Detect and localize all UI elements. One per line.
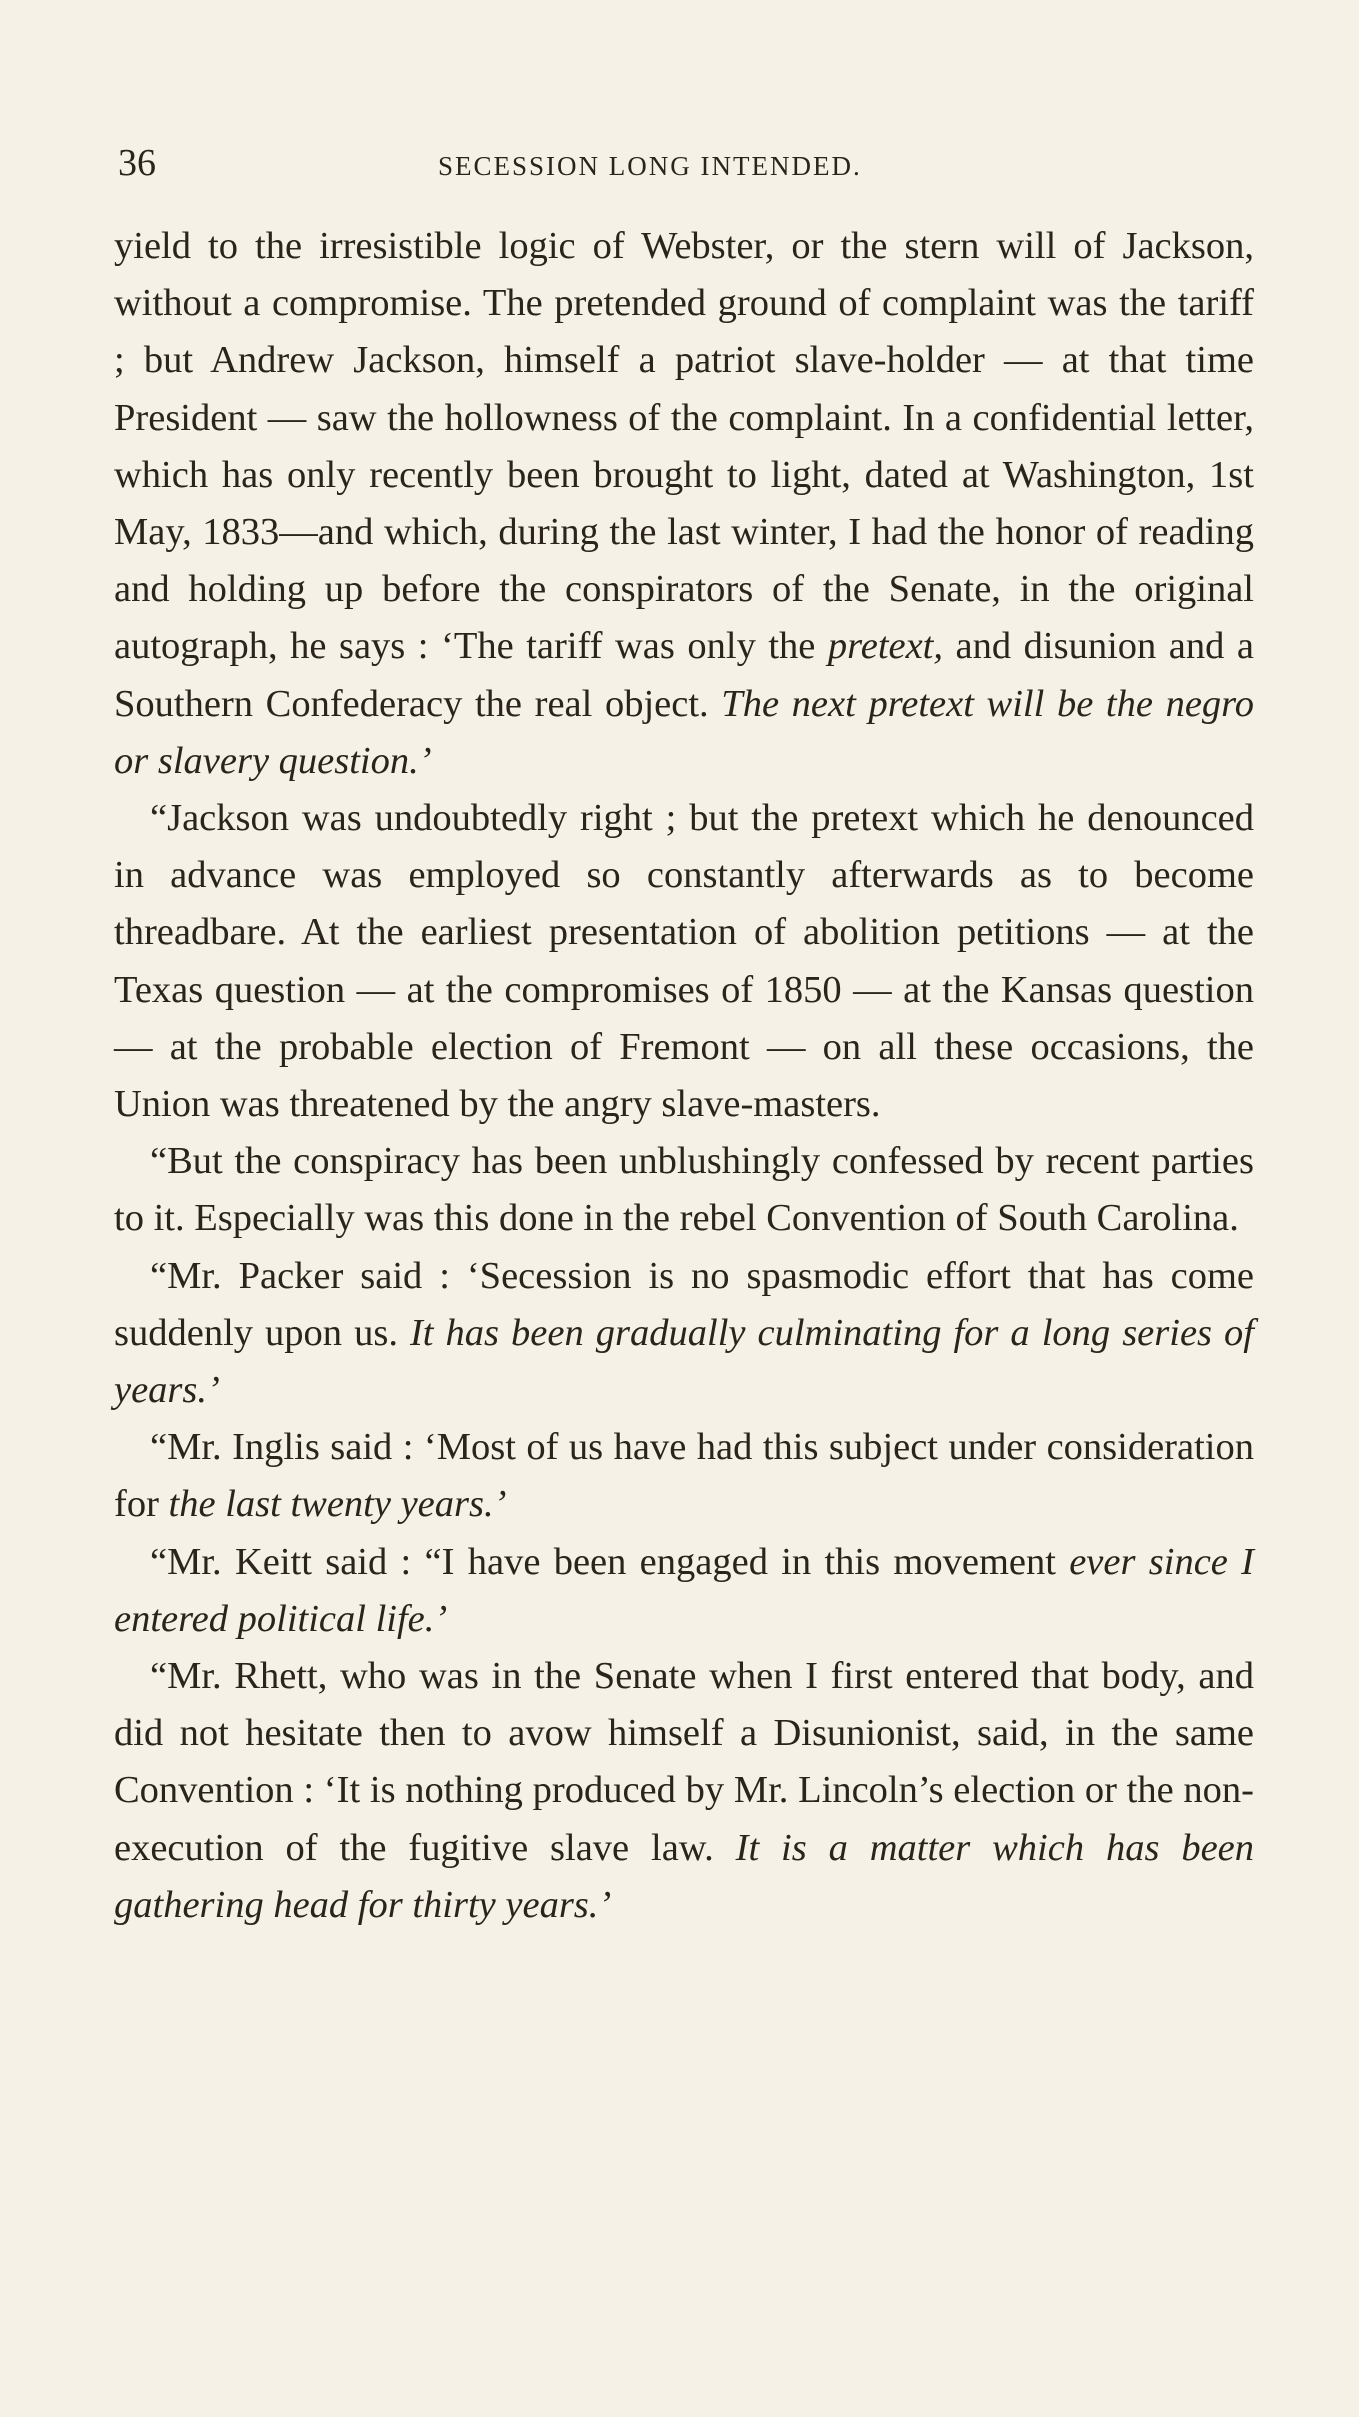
page-header [118, 138, 1248, 198]
paragraph-packer [114, 1248, 1254, 1420]
italic-text: the last twenty years.’ [168, 1483, 507, 1526]
text-segment: “Mr. Keitt said : “I have been engaged in this movement [150, 1540, 1070, 1583]
italic-text: ever since I entered political life.’ [114, 1540, 1254, 1640]
running-title: SECESSION LONG INTENDED. [438, 151, 862, 181]
text-segment: and disunion and a Southern Confederacy the real object. [114, 625, 1255, 725]
body-text [114, 218, 1254, 1934]
paragraph-jackson-letter [114, 218, 1254, 790]
italic-text: It is a matter which has been gathering head for thirty years.’ [114, 1826, 1254, 1926]
paragraph-conspiracy: “But the conspiracy has been unblushingly confessed by recent parties to it. Especially was this done in the rebel Convention of South Carolina. [114, 1140, 1254, 1240]
text-segment: yield to the irresistible logic of Webster, or the stern will of Jackson, without a compromise. The pretended ground of complaint was the tariff ; but Andrew Jackson, himself a patriot slave-holder — at that time President — saw the hollowness of the complaint. In a confidential letter, which has only recently been brought to light, dated at Washington, 1st May, 1833—and which, during the last winter, I had the honor of reading and holding up before the conspirators of the Senate, in the original autograph, he says : ‘The tariff was only the [114, 225, 1254, 668]
italic-text: The next pretext will be the negro or slavery question.’ [114, 682, 1254, 782]
paragraph-rhett [114, 1648, 1254, 1934]
paragraph-inglis [114, 1419, 1254, 1533]
paragraph-pretext: “Jackson was undoubtedly right ; but the pretext which he denounced in advance was employed so constantly afterwards as to become threadbare. At the earliest presentation of abolition petitions — at the Texas question — at the compromises of 1850 — at the Kansas question — at the probable election of Fremont — on all these occasions, the Union was threatened by the angry slave-masters. [114, 797, 1254, 1126]
italic-text: It has been gradually culminating for a long series of years.’ [114, 1311, 1254, 1412]
text-segment: “Mr. Packer said : ‘Secession is no spasmodic effort that has come suddenly upon us. [114, 1254, 1254, 1354]
page-number: 36 [118, 142, 156, 184]
text-segment: “Mr. Rhett, who was in the Senate when I first entered that body, and did not hesitate then to avow himself a Disunionist, said, in the same Convention : ‘It is nothing produced by Mr. Lincoln’s election or the non-execution of the fugitive slave law. [114, 1655, 1254, 1869]
italic-text: pretext, [827, 625, 944, 668]
text-segment: “Mr. Inglis said : ‘Most of us have had this subject under consideration for [114, 1426, 1254, 1526]
paragraph-keitt [114, 1534, 1254, 1648]
